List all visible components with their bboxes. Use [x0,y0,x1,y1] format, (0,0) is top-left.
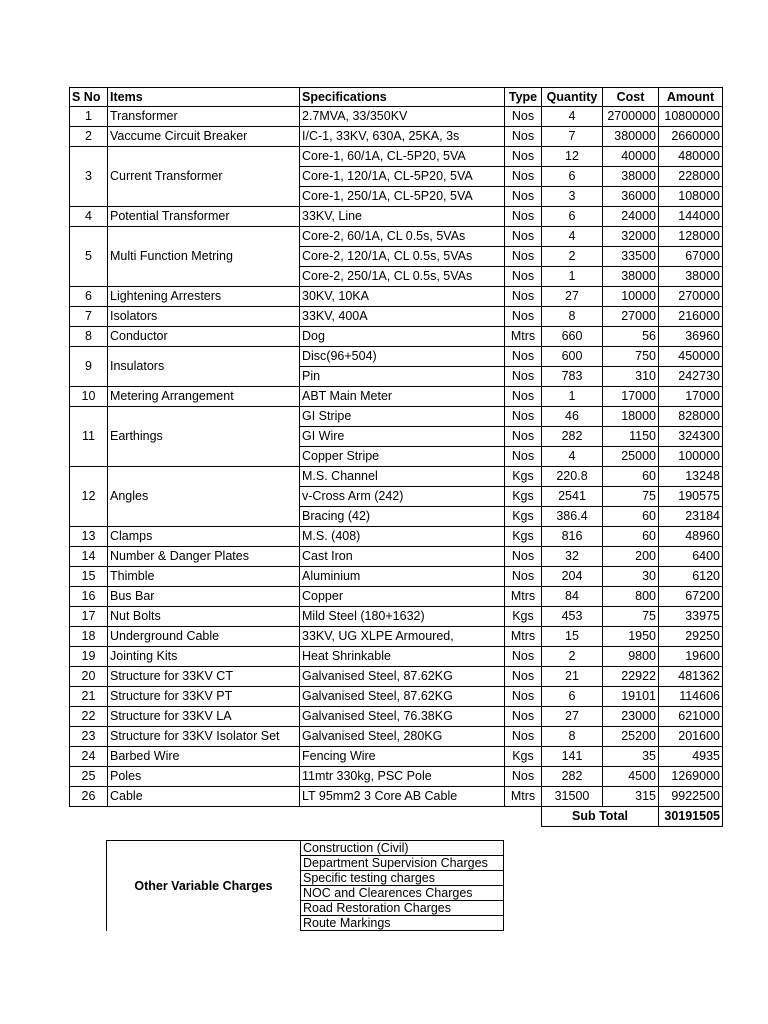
cell-type: Nos [505,207,542,227]
cell-type: Nos [505,147,542,167]
cell-sno: 4 [70,207,108,227]
cell-type: Nos [505,227,542,247]
cell-amount: 270000 [659,287,723,307]
cell-amount: 144000 [659,207,723,227]
table-row [70,407,723,427]
cell-cost: 56 [603,327,659,347]
cell-type: Nos [505,427,542,447]
cell-quantity: 204 [542,567,603,587]
cell-specification: Copper [300,587,505,607]
cell-amount: 36960 [659,327,723,347]
table-row [70,667,723,687]
cell-cost: 25000 [603,447,659,467]
other-charge-item: Road Restoration Charges [301,901,504,916]
cell-amount: 242730 [659,367,723,387]
cell-cost: 23000 [603,707,659,727]
cell-quantity: 3 [542,187,603,207]
cell-type: Nos [505,127,542,147]
cell-sno: 24 [70,747,108,767]
cell-sno: 16 [70,587,108,607]
cell-amount: 2660000 [659,127,723,147]
cell-sno: 12 [70,467,108,527]
cell-quantity: 2 [542,247,603,267]
header-sno: S No [70,88,108,107]
table-row [70,527,723,547]
cell-type: Nos [505,267,542,287]
cell-amount: 67000 [659,247,723,267]
cell-sno: 21 [70,687,108,707]
cell-quantity: 32 [542,547,603,567]
cell-specification: Disc(96+504) [300,347,505,367]
cell-item: Cable [108,787,300,807]
header-quantity: Quantity [542,88,603,107]
other-variable-charges-table [106,840,504,931]
cell-specification: 33KV, Line [300,207,505,227]
cell-amount: 6400 [659,547,723,567]
cell-specification: Core-1, 120/1A, CL-5P20, 5VA [300,167,505,187]
cell-quantity: 12 [542,147,603,167]
cell-quantity: 6 [542,207,603,227]
cell-item: Potential Transformer [108,207,300,227]
cell-cost: 315 [603,787,659,807]
table-row [70,607,723,627]
cell-item: Isolators [108,307,300,327]
cell-cost: 24000 [603,207,659,227]
cell-type: Kgs [505,527,542,547]
cell-cost: 60 [603,507,659,527]
cell-cost: 4500 [603,767,659,787]
cell-type: Mtrs [505,627,542,647]
cell-amount: 324300 [659,427,723,447]
cell-item: Lightening Arresters [108,287,300,307]
cell-specification: I/C-1, 33KV, 630A, 25KA, 3s [300,127,505,147]
cell-specification: Bracing (42) [300,507,505,527]
cell-amount: 621000 [659,707,723,727]
cell-sno: 23 [70,727,108,747]
cell-cost: 22922 [603,667,659,687]
table-row [70,767,723,787]
cell-specification: Cast Iron [300,547,505,567]
cell-item: Nut Bolts [108,607,300,627]
cell-sno: 15 [70,567,108,587]
cell-sno: 19 [70,647,108,667]
cell-specification: Core-2, 250/1A, CL 0.5s, 5VAs [300,267,505,287]
cell-type: Nos [505,387,542,407]
cell-cost: 19101 [603,687,659,707]
cell-type: Nos [505,307,542,327]
cell-quantity: 282 [542,427,603,447]
cell-type: Nos [505,367,542,387]
cell-type: Nos [505,107,542,127]
cell-specification: 33KV, UG XLPE Armoured, [300,627,505,647]
cell-quantity: 386.4 [542,507,603,527]
table-row [70,287,723,307]
cell-item: Number & Danger Plates [108,547,300,567]
cell-cost: 30 [603,567,659,587]
cell-sno: 17 [70,607,108,627]
cell-cost: 60 [603,527,659,547]
cell-cost: 800 [603,587,659,607]
cell-item: Angles [108,467,300,527]
other-variable-body [107,841,504,931]
cell-amount: 38000 [659,267,723,287]
table-row [70,347,723,367]
cell-item: Barbed Wire [108,747,300,767]
header-items: Items [108,88,300,107]
cell-amount: 450000 [659,347,723,367]
cell-amount: 4935 [659,747,723,767]
cell-amount: 13248 [659,467,723,487]
cell-quantity: 783 [542,367,603,387]
cell-quantity: 6 [542,167,603,187]
cell-type: Nos [505,347,542,367]
cell-type: Nos [505,287,542,307]
other-charge-item: Route Markings [301,916,504,931]
cell-type: Nos [505,647,542,667]
cell-item: Structure for 33KV Isolator Set [108,727,300,747]
cell-cost: 17000 [603,387,659,407]
table-row [70,207,723,227]
cell-sno: 26 [70,787,108,807]
cell-item: Thimble [108,567,300,587]
cell-cost: 310 [603,367,659,387]
table-header-row [70,88,723,107]
cell-specification: Mild Steel (180+1632) [300,607,505,627]
cell-specification: Dog [300,327,505,347]
cell-quantity: 4 [542,447,603,467]
table-row [70,147,723,167]
cell-sno: 7 [70,307,108,327]
subtotal-spacer [70,807,542,827]
cell-amount: 29250 [659,627,723,647]
cell-item: Structure for 33KV CT [108,667,300,687]
cell-quantity: 2 [542,647,603,667]
cell-cost: 1950 [603,627,659,647]
cell-type: Nos [505,567,542,587]
cell-type: Mtrs [505,587,542,607]
table-row [70,547,723,567]
table-row [70,727,723,747]
table-row [70,307,723,327]
cell-cost: 27000 [603,307,659,327]
cell-amount: 100000 [659,447,723,467]
cell-item: Multi Function Metring [108,227,300,287]
cell-specification: Galvanised Steel, 87.62KG [300,667,505,687]
cell-quantity: 600 [542,347,603,367]
cell-item: Conductor [108,327,300,347]
cell-specification: 2.7MVA, 33/350KV [300,107,505,127]
cell-quantity: 6 [542,687,603,707]
cell-type: Kgs [505,747,542,767]
other-charge-row [107,841,504,856]
header-type: Type [505,88,542,107]
cell-sno: 14 [70,547,108,567]
table-row [70,327,723,347]
cell-quantity: 4 [542,227,603,247]
cell-sno: 10 [70,387,108,407]
cell-quantity: 282 [542,767,603,787]
table-row [70,707,723,727]
cell-amount: 828000 [659,407,723,427]
cell-specification: Heat Shrinkable [300,647,505,667]
table-row [70,467,723,487]
table-row [70,387,723,407]
cell-specification: Galvanised Steel, 280KG [300,727,505,747]
cell-sno: 8 [70,327,108,347]
cell-quantity: 84 [542,587,603,607]
cell-specification: GI Wire [300,427,505,447]
cell-cost: 200 [603,547,659,567]
cell-specification: LT 95mm2 3 Core AB Cable [300,787,505,807]
cell-amount: 216000 [659,307,723,327]
cell-sno: 20 [70,667,108,687]
cell-quantity: 7 [542,127,603,147]
cell-quantity: 8 [542,727,603,747]
cell-sno: 5 [70,227,108,287]
cell-quantity: 8 [542,307,603,327]
other-charge-item: NOC and Clearences Charges [301,886,504,901]
cell-item: Earthings [108,407,300,467]
cell-specification: Core-1, 60/1A, CL-5P20, 5VA [300,147,505,167]
other-variable-label: Other Variable Charges [107,841,301,931]
cell-specification: Aluminium [300,567,505,587]
table-row [70,647,723,667]
table-row [70,227,723,247]
cell-amount: 6120 [659,567,723,587]
cell-amount: 19600 [659,647,723,667]
cell-sno: 2 [70,127,108,147]
other-charge-item: Department Supervision Charges [301,856,504,871]
cell-item: Clamps [108,527,300,547]
cell-type: Kgs [505,487,542,507]
cell-quantity: 2541 [542,487,603,507]
cell-specification: M.S. Channel [300,467,505,487]
cell-cost: 38000 [603,167,659,187]
table-row [70,567,723,587]
cell-specification: 33KV, 400A [300,307,505,327]
cell-type: Nos [505,727,542,747]
cell-type: Kgs [505,607,542,627]
cell-sno: 13 [70,527,108,547]
cell-amount: 48960 [659,527,723,547]
cell-sno: 22 [70,707,108,727]
cell-quantity: 46 [542,407,603,427]
other-charge-item: Construction (Civil) [301,841,504,856]
cell-amount: 128000 [659,227,723,247]
cell-amount: 10800000 [659,107,723,127]
cell-specification: Copper Stripe [300,447,505,467]
cell-type: Kgs [505,467,542,487]
cell-type: Nos [505,687,542,707]
table-row [70,587,723,607]
cell-amount: 17000 [659,387,723,407]
table-row [70,747,723,767]
cell-sno: 25 [70,767,108,787]
cell-item: Vaccume Circuit Breaker [108,127,300,147]
cell-item: Poles [108,767,300,787]
cell-cost: 35 [603,747,659,767]
cell-quantity: 141 [542,747,603,767]
cell-cost: 380000 [603,127,659,147]
cell-amount: 33975 [659,607,723,627]
cell-amount: 23184 [659,507,723,527]
cell-cost: 2700000 [603,107,659,127]
cell-specification: GI Stripe [300,407,505,427]
cell-item: Metering Arrangement [108,387,300,407]
cell-cost: 75 [603,487,659,507]
cell-item: Bus Bar [108,587,300,607]
cell-type: Nos [505,667,542,687]
table-row [70,687,723,707]
table-row [70,107,723,127]
cell-type: Mtrs [505,787,542,807]
cell-quantity: 1 [542,387,603,407]
cell-specification: Core-2, 60/1A, CL 0.5s, 5VAs [300,227,505,247]
cell-specification: ABT Main Meter [300,387,505,407]
cell-amount: 480000 [659,147,723,167]
cell-type: Nos [505,247,542,267]
cell-sno: 1 [70,107,108,127]
cell-type: Nos [505,187,542,207]
cell-sno: 11 [70,407,108,467]
cell-amount: 190575 [659,487,723,507]
cell-specification: 30KV, 10KA [300,287,505,307]
cell-cost: 9800 [603,647,659,667]
cost-table [69,87,723,827]
table-body [70,107,723,807]
cell-specification: Galvanised Steel, 76.38KG [300,707,505,727]
cell-cost: 10000 [603,287,659,307]
cell-quantity: 15 [542,627,603,647]
cell-specification: M.S. (408) [300,527,505,547]
cell-specification: Galvanised Steel, 87.62KG [300,687,505,707]
cell-amount: 1269000 [659,767,723,787]
cell-quantity: 220.8 [542,467,603,487]
header-cost: Cost [603,88,659,107]
cell-quantity: 453 [542,607,603,627]
cell-cost: 60 [603,467,659,487]
cell-type: Kgs [505,507,542,527]
cell-quantity: 816 [542,527,603,547]
cell-item: Transformer [108,107,300,127]
cell-cost: 38000 [603,267,659,287]
cell-cost: 75 [603,607,659,627]
subtotal-row [70,807,723,827]
cell-specification: Fencing Wire [300,747,505,767]
cell-amount: 481362 [659,667,723,687]
cell-sno: 6 [70,287,108,307]
cell-cost: 40000 [603,147,659,167]
cell-sno: 18 [70,627,108,647]
cell-specification: Core-1, 250/1A, CL-5P20, 5VA [300,187,505,207]
cell-sno: 3 [70,147,108,207]
header-amount: Amount [659,88,723,107]
cell-type: Nos [505,547,542,567]
cell-item: Structure for 33KV PT [108,687,300,707]
cell-type: Nos [505,707,542,727]
cell-cost: 25200 [603,727,659,747]
cell-cost: 750 [603,347,659,367]
cell-item: Underground Cable [108,627,300,647]
cell-quantity: 660 [542,327,603,347]
cell-cost: 18000 [603,407,659,427]
cell-cost: 1150 [603,427,659,447]
cell-cost: 32000 [603,227,659,247]
cell-amount: 228000 [659,167,723,187]
cell-quantity: 27 [542,707,603,727]
header-specifications: Specifications [300,88,505,107]
cell-type: Nos [505,447,542,467]
cell-item: Jointing Kits [108,647,300,667]
cell-sno: 9 [70,347,108,387]
cell-type: Nos [505,767,542,787]
cell-quantity: 27 [542,287,603,307]
cell-amount: 9922500 [659,787,723,807]
other-charge-item: Specific testing charges [301,871,504,886]
cell-item: Current Transformer [108,147,300,207]
cell-quantity: 4 [542,107,603,127]
cell-cost: 36000 [603,187,659,207]
table-row [70,627,723,647]
cell-type: Nos [505,167,542,187]
cell-item: Insulators [108,347,300,387]
cell-item: Structure for 33KV LA [108,707,300,727]
cell-quantity: 21 [542,667,603,687]
cell-specification: Core-2, 120/1A, CL 0.5s, 5VAs [300,247,505,267]
subtotal-value: 30191505 [659,807,723,827]
cell-amount: 108000 [659,187,723,207]
cell-quantity: 1 [542,267,603,287]
subtotal-label: Sub Total [542,807,659,827]
cell-amount: 114606 [659,687,723,707]
cell-specification: 11mtr 330kg, PSC Pole [300,767,505,787]
cell-type: Nos [505,407,542,427]
cell-specification: Pin [300,367,505,387]
cell-quantity: 31500 [542,787,603,807]
table-row [70,127,723,147]
cell-type: Mtrs [505,327,542,347]
cell-specification: v-Cross Arm (242) [300,487,505,507]
cell-cost: 33500 [603,247,659,267]
cell-amount: 67200 [659,587,723,607]
table-row [70,787,723,807]
cell-amount: 201600 [659,727,723,747]
